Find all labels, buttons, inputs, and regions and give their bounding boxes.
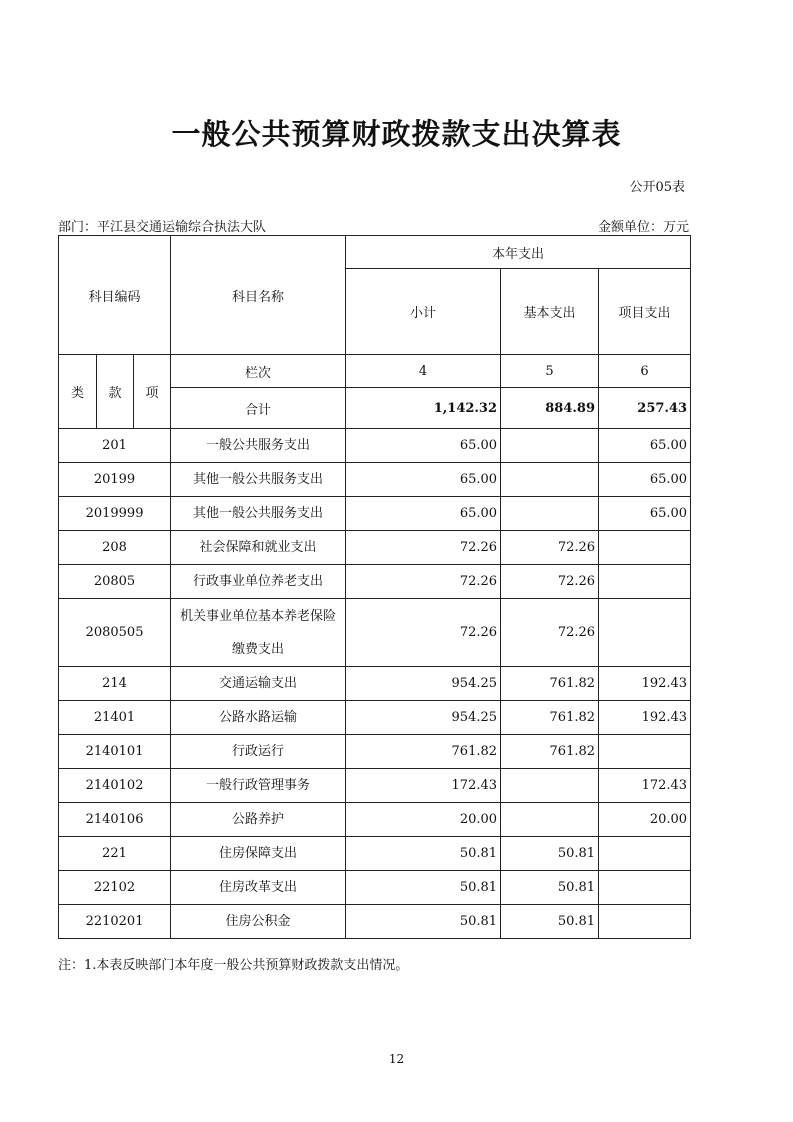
row-project: [599, 531, 691, 565]
row-project: 192.43: [599, 667, 691, 701]
row-code: 2080505: [59, 599, 171, 667]
row-subtotal: 172.43: [346, 769, 501, 803]
row-basic: 50.81: [501, 905, 599, 939]
table-row: [59, 667, 691, 701]
row-basic: 761.82: [501, 667, 599, 701]
row-subtotal: 72.26: [346, 565, 501, 599]
row-subtotal: 954.25: [346, 701, 501, 735]
row-subtotal: 65.00: [346, 463, 501, 497]
row-subtotal: 954.25: [346, 667, 501, 701]
row-basic: 50.81: [501, 871, 599, 905]
total-project: 257.43: [599, 388, 691, 429]
row-basic: [501, 463, 599, 497]
row-basic: 761.82: [501, 735, 599, 769]
column-number-label: 栏次: [171, 355, 346, 388]
row-subtotal: 50.81: [346, 871, 501, 905]
row-basic: 72.26: [501, 565, 599, 599]
row-basic: 761.82: [501, 701, 599, 735]
row-name: 住房公积金: [171, 905, 346, 939]
row-basic: 72.26: [501, 599, 599, 667]
footnote: 注：1.本表反映部门本年度一般公共预算财政拨款支出情况。: [58, 958, 409, 973]
row-code: 20199: [59, 463, 171, 497]
row-basic: [501, 497, 599, 531]
form-number: 公开05表: [629, 180, 685, 195]
header-code: 科目编码: [59, 236, 171, 355]
amount-unit-label: 金额单位：万元: [597, 220, 689, 235]
row-code: 208: [59, 531, 171, 565]
expenditure-table: [58, 235, 691, 939]
table-row: [59, 803, 691, 837]
header-kuan: 款: [97, 355, 134, 429]
table-row: [59, 463, 691, 497]
row-subtotal: 72.26: [346, 531, 501, 565]
table-row: [59, 701, 691, 735]
row-project: [599, 871, 691, 905]
total-label: 合计: [171, 388, 346, 429]
header-this-year: 本年支出: [346, 236, 691, 269]
row-name: 公路养护: [171, 803, 346, 837]
table-row: [59, 871, 691, 905]
row-code: 2019999: [59, 497, 171, 531]
row-code: 2140106: [59, 803, 171, 837]
table-row: [59, 905, 691, 939]
row-project: 20.00: [599, 803, 691, 837]
row-subtotal: 20.00: [346, 803, 501, 837]
row-project: [599, 905, 691, 939]
row-name: 其他一般公共服务支出: [171, 497, 346, 531]
table-row: [59, 497, 691, 531]
row-name: 交通运输支出: [171, 667, 346, 701]
row-project: 172.43: [599, 769, 691, 803]
header-subtotal: 小计: [346, 269, 501, 355]
table-row: [59, 599, 691, 667]
table-row: [59, 531, 691, 565]
row-subtotal: 50.81: [346, 837, 501, 871]
header-name: 科目名称: [171, 236, 346, 355]
row-code: 214: [59, 667, 171, 701]
row-name: 其他一般公共服务支出: [171, 463, 346, 497]
header-xiang: 项: [134, 355, 171, 429]
row-subtotal: 65.00: [346, 497, 501, 531]
row-project: [599, 599, 691, 667]
page-title: 一般公共预算财政拨款支出决算表: [171, 117, 622, 151]
row-subtotal: 72.26: [346, 599, 501, 667]
column-number-5: 5: [501, 355, 599, 388]
table-row: [59, 565, 691, 599]
header-project: 项目支出: [599, 269, 691, 355]
row-code: 2210201: [59, 905, 171, 939]
row-subtotal: 65.00: [346, 429, 501, 463]
row-code: 221: [59, 837, 171, 871]
row-basic: [501, 803, 599, 837]
row-basic: 50.81: [501, 837, 599, 871]
row-basic: [501, 769, 599, 803]
total-basic: 884.89: [501, 388, 599, 429]
row-name: 社会保障和就业支出: [171, 531, 346, 565]
row-code: 20805: [59, 565, 171, 599]
table-row: [59, 837, 691, 871]
row-project: [599, 565, 691, 599]
row-project: 65.00: [599, 463, 691, 497]
row-name: 住房保障支出: [171, 837, 346, 871]
row-name: 行政事业单位养老支出: [171, 565, 346, 599]
row-code: 201: [59, 429, 171, 463]
row-basic: [501, 429, 599, 463]
row-code: 22102: [59, 871, 171, 905]
row-project: 65.00: [599, 497, 691, 531]
department-label: 部门：平江县交通运输综合执法大队: [58, 220, 267, 235]
page-number: 12: [388, 1052, 405, 1066]
row-project: 65.00: [599, 429, 691, 463]
row-project: 192.43: [599, 701, 691, 735]
row-project: [599, 735, 691, 769]
row-code: 2140102: [59, 769, 171, 803]
row-name: 一般公共服务支出: [171, 429, 346, 463]
row-name: 住房改革支出: [171, 871, 346, 905]
table-row: [59, 735, 691, 769]
row-name: 公路水路运输: [171, 701, 346, 735]
row-subtotal: 50.81: [346, 905, 501, 939]
header-basic: 基本支出: [501, 269, 599, 355]
row-basic: 72.26: [501, 531, 599, 565]
column-number-4: 4: [346, 355, 501, 388]
table-row: [59, 769, 691, 803]
table-row: [59, 429, 691, 463]
total-subtotal: 1,142.32: [346, 388, 501, 429]
row-subtotal: 761.82: [346, 735, 501, 769]
column-number-6: 6: [599, 355, 691, 388]
row-code: 2140101: [59, 735, 171, 769]
header-lei: 类: [59, 355, 97, 429]
row-name: 行政运行: [171, 735, 346, 769]
row-project: [599, 837, 691, 871]
row-name: 一般行政管理事务: [171, 769, 346, 803]
row-code: 21401: [59, 701, 171, 735]
row-name: 机关事业单位基本养老保险缴费支出: [171, 599, 346, 667]
